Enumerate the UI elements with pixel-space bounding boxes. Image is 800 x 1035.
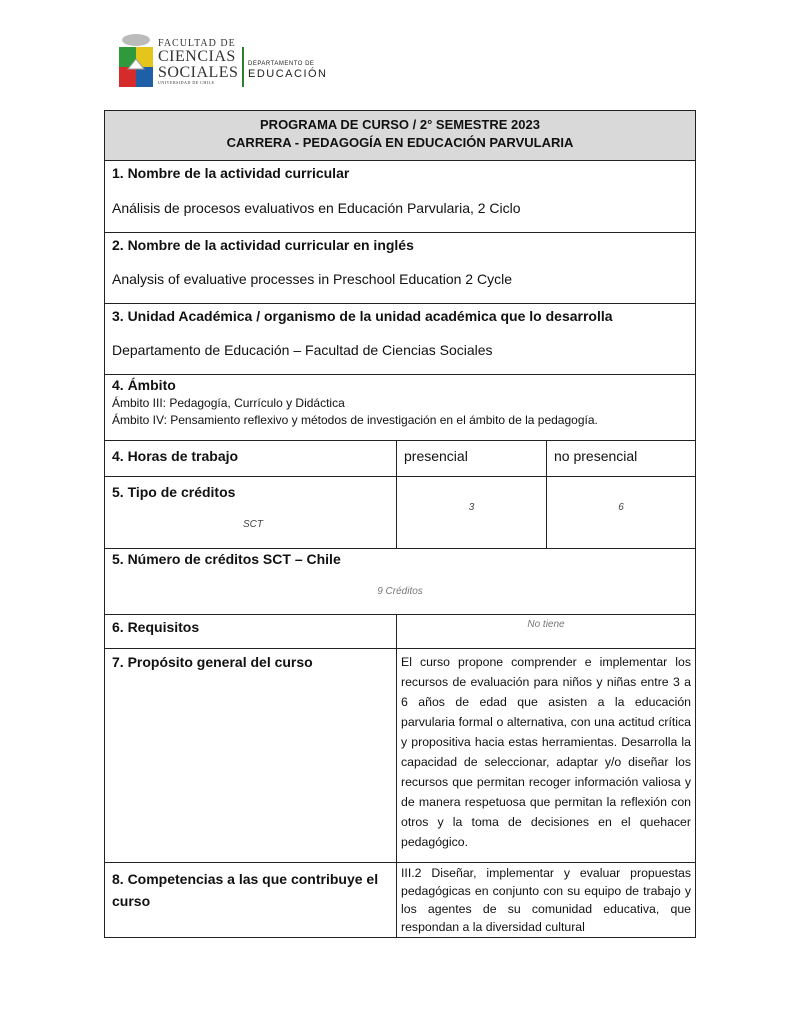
row-value: El curso propone comprender e implementar los recursos de evaluación para niños y niñas entre 3 a 6 años de edad que asisten a la educación parvularia formal o alternativa, con una actitud crítica y propositiva hacia estas herramientas. Desarrolla la capacidad de seleccionar, adaptar y/o diseñar los recursos que permitan recoger información valiosa y de manera respetuosa que permitan la reflexión con otros y la toma de decisiones en el quehacer pedagógico. [401,655,691,849]
row-academic-unit [104,303,696,375]
row-label: 4. Ámbito [112,377,176,393]
row-value: III.2 Diseñar, implementar y evaluar propuestas pedagógicas en conjunto con su equipo de trabajo y los agentes de su comunidad educativa, que respondan a la diversidad cultural [401,866,691,934]
row-label: 8. Competencias a las que contribuye el curso [112,871,379,909]
scope-line2: Ámbito IV: Pensamiento reflexivo y métodos de investigación en el ámbito de la pedagogía. [112,413,598,427]
row-value: Análisis de procesos evaluativos en Educación Parvularia, 2 Ciclo [112,200,521,216]
row-activity-name-english [104,232,696,304]
row-activity-name [104,160,696,233]
logo-dept-line2: EDUCACIÓN [248,68,328,80]
row-label: 3. Unidad Académica / organismo de la unidad académica que lo desarrolla [112,308,613,324]
hours-col-no-presencial [546,440,696,477]
university-crest-icon [118,33,154,91]
row-value: Departamento de Educación – Facultad de Ciencias Sociales [112,342,493,358]
row-credit-number [104,548,696,615]
faculty-logo [118,33,333,93]
logo-divider [242,47,244,87]
col-label: no presencial [554,448,638,464]
row-label: 5. Tipo de créditos [112,484,236,500]
row-label: 2. Nombre de la actividad curricular en inglés [112,237,414,253]
row-label: 1. Nombre de la actividad curricular [112,165,350,181]
row-competencies [104,862,397,938]
row-requirements [104,614,397,649]
credit-type-sub: SCT [243,519,263,530]
row-credit-type [104,476,397,549]
logo-university: UNIVERSIDAD DE CHILE [158,80,215,85]
hours-col-presencial [396,440,547,477]
col-label: presencial [404,448,468,464]
row-scope [104,374,696,441]
credit-no-presencial [546,476,696,549]
purpose-value-cell [396,648,696,863]
row-label: 4. Horas de trabajo [112,448,239,464]
credit-presencial [396,476,547,549]
row-value: 9 Créditos [377,586,423,597]
credit-value: 6 [618,502,624,513]
logo-faculty-line1: FACULTAD DE [158,38,236,49]
header-line2: CARRERA - PEDAGOGÍA EN EDUCACIÓN PARVULARIA [226,135,574,150]
competencies-value-cell [396,862,696,938]
row-value: Analysis of evaluative processes in Preschool Education 2 Cycle [112,271,512,287]
row-value: No tiene [527,619,565,630]
logo-faculty-line2: CIENCIAS [158,48,236,65]
requirements-value-cell [396,614,696,649]
logo-dept-line1: DEPARTAMENTO DE [248,61,315,67]
program-header [104,110,696,161]
header-line1: PROGRAMA DE CURSO / 2° SEMESTRE 2023 [260,117,540,132]
row-label: 5. Número de créditos SCT – Chile [112,551,341,567]
scope-line1: Ámbito III: Pedagogía, Currículo y Didáctica [112,396,345,410]
row-label: 7. Propósito general del curso [112,654,313,670]
row-hours-label [104,440,397,477]
row-purpose [104,648,397,863]
row-label: 6. Requisitos [112,619,200,635]
credit-value: 3 [468,502,475,513]
logo-faculty-line3: SOCIALES [158,64,239,81]
